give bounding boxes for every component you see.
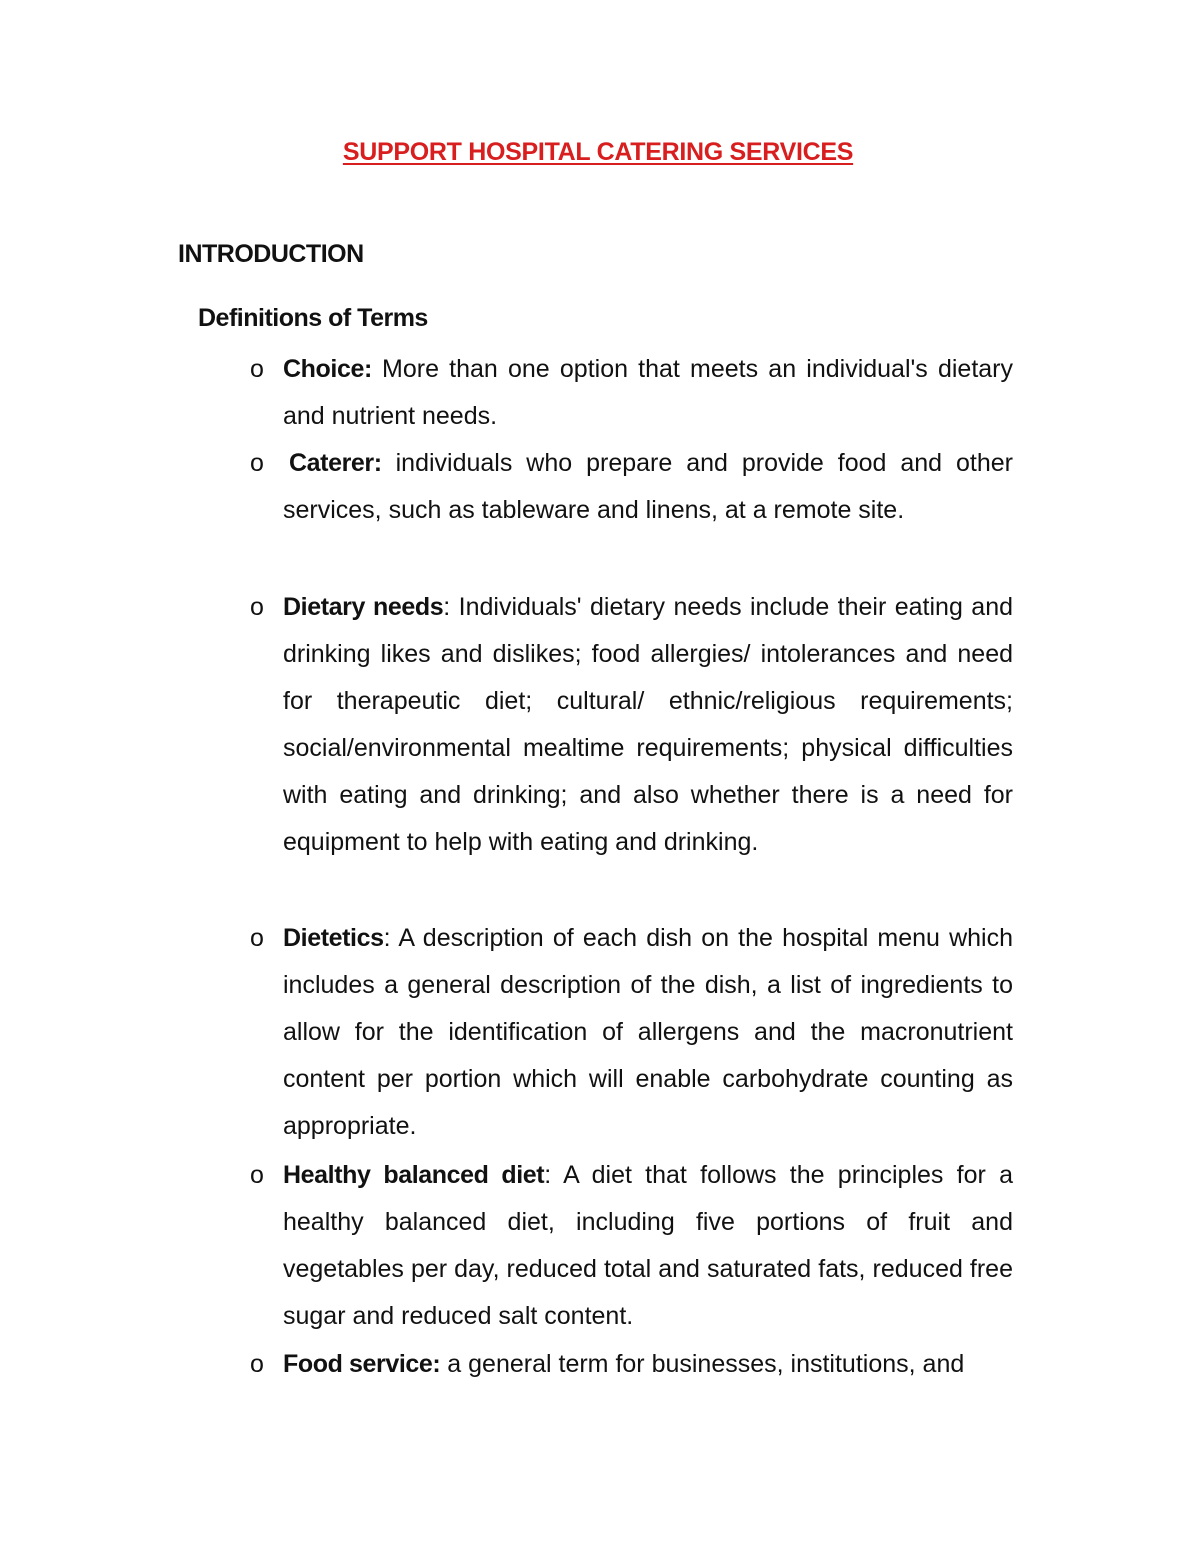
term-name: Dietetics <box>283 924 384 952</box>
bullet-marker: o <box>250 449 264 477</box>
term-definition: individuals who prepare and provide food and other services, such as tableware and linens, at a remote site. <box>283 449 1013 524</box>
definition-text <box>283 584 1013 866</box>
term-definition: : Individuals' dietary needs include their eating and drinking likes and dislikes; food allergies/ intolerances and need for therapeutic diet; cultural/ ethnic/religious requirements; social/environmental mealtime requirements; physical difficulties with eating and drinking; and also whether there is a need for equipment to help with eating and drinking. <box>283 593 1013 856</box>
bullet-marker: o <box>250 924 264 952</box>
term-name: Healthy balanced diet <box>283 1161 545 1189</box>
section-heading-introduction: INTRODUCTION <box>178 240 364 268</box>
definition-text <box>283 1341 1043 1388</box>
term-definition: : A description of each dish on the hospital menu which includes a general description of the dish, a list of ingredients to allow for the identification of allergens and the macronutrient content per portion which will enable carbohydrate counting as appropriate. <box>283 924 1013 1140</box>
term-name: Choice: <box>283 355 372 383</box>
term-name: Caterer: <box>289 449 382 477</box>
bullet-marker: o <box>250 355 264 383</box>
term-definition: : A diet that follows the principles for a healthy balanced diet, including five portions of fruit and vegetables per day, reduced total and saturated fats, reduced free sugar and reduced salt content. <box>283 1161 1013 1330</box>
bullet-marker: o <box>250 1161 264 1189</box>
definition-text <box>283 1152 1013 1340</box>
term-name: Dietary needs <box>283 593 444 621</box>
document-title: SUPPORT HOSPITAL CATERING SERVICES <box>342 138 854 166</box>
definition-text <box>283 915 1013 1150</box>
term-name: Food service: <box>283 1350 441 1378</box>
sub-heading-definitions: Definitions of Terms <box>198 304 428 332</box>
definition-text <box>283 346 1013 440</box>
bullet-marker: o <box>250 1350 264 1378</box>
bullet-marker: o <box>250 593 264 621</box>
term-definition: a general term for businesses, institutions, and <box>440 1350 965 1378</box>
term-definition: More than one option that meets an individual's dietary and nutrient needs. <box>283 355 1013 430</box>
definition-text <box>283 440 1013 534</box>
